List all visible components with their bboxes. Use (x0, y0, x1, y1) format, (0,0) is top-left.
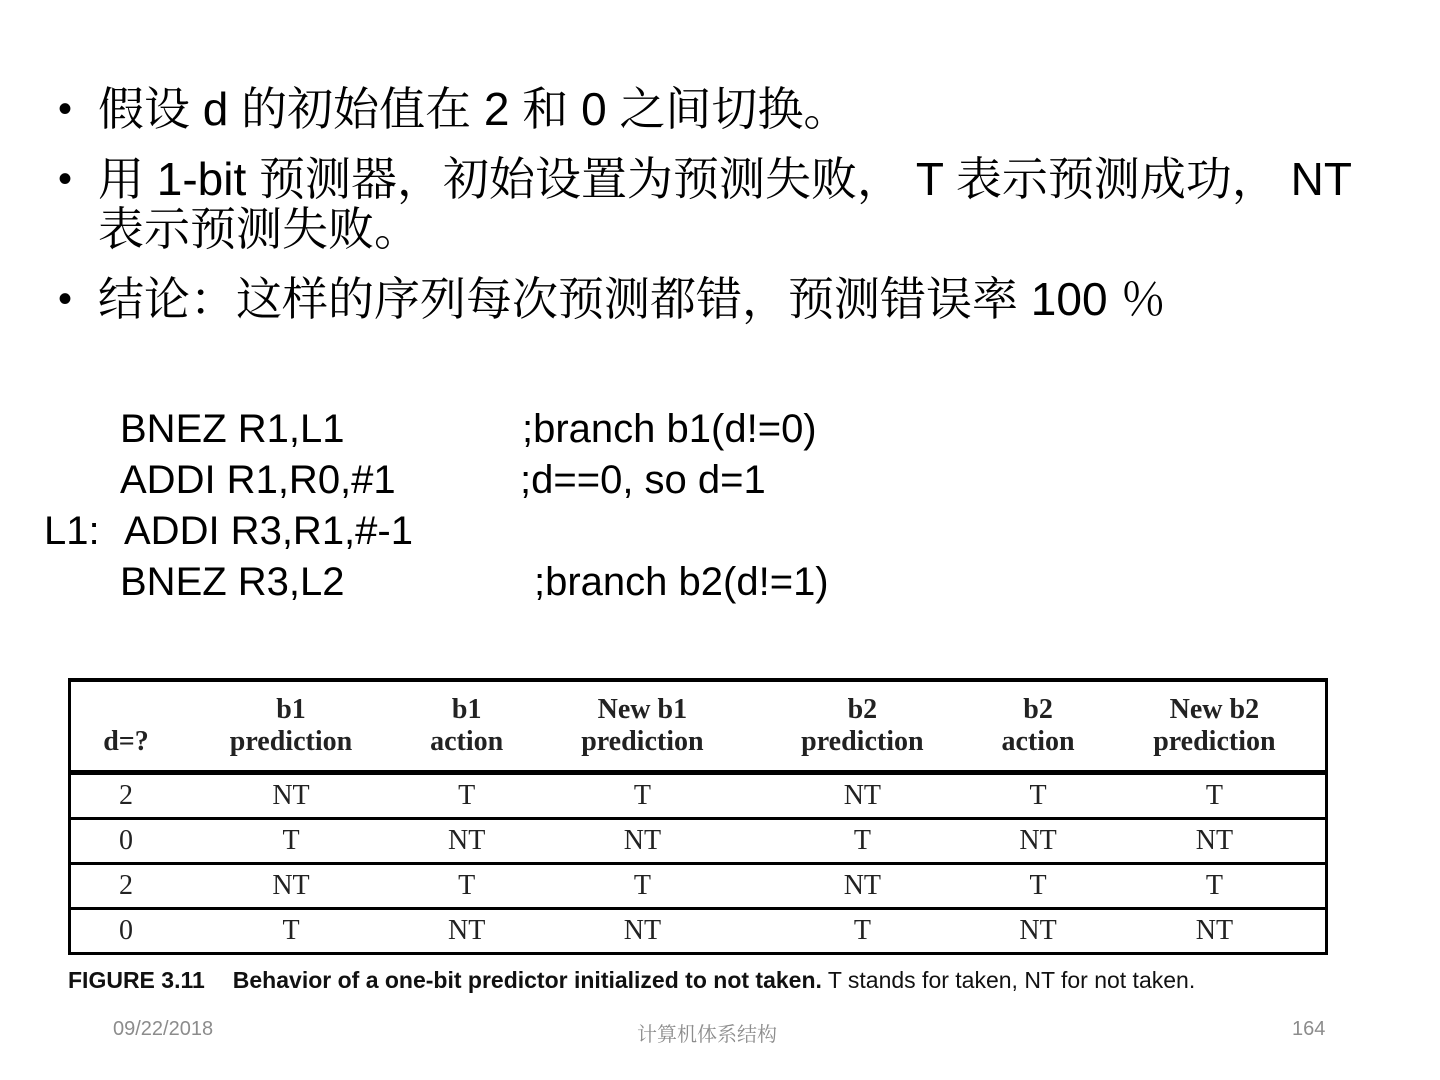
bullet-text: 用 1-bit 预测器，初始设置为预测失败， T 表示预测成功， NT 表示预测失败。 (98, 153, 1352, 255)
figure-caption-title: Behavior of a one-bit predictor initialized to not taken. (232, 967, 822, 993)
table-cell: T (972, 864, 1103, 909)
table-cell: T (401, 864, 532, 909)
code-instruction: BNEZ R1,L1 (120, 407, 345, 451)
table-cell: NT (972, 819, 1103, 864)
footer-date: 09/22/2018 (113, 1018, 214, 1040)
code-line (44, 506, 944, 557)
table-cell: NT (752, 773, 972, 819)
table-cell: NT (532, 819, 752, 864)
table-cell: NT (752, 864, 972, 909)
predictor-table (68, 678, 1328, 955)
table-row (70, 864, 1327, 909)
table-cell: T (532, 773, 752, 819)
bullet-item (58, 274, 1388, 324)
table-cell: T (401, 773, 532, 819)
table-row (70, 909, 1327, 954)
table-cell: T (282, 915, 300, 946)
column-header: b2 prediction (752, 680, 972, 773)
table-cell: NT (448, 915, 486, 946)
code-comment: ;branch b2(d!=1) (534, 560, 829, 604)
bullet-dot-icon: • (58, 87, 73, 131)
column-header: b1 action (401, 680, 532, 773)
column-header: New b1 prediction (532, 680, 752, 773)
table-cell: 2 (70, 773, 182, 819)
table-cell: NT (181, 773, 401, 819)
page-number: 164 (1292, 1018, 1326, 1040)
bullet-dot-icon: • (58, 157, 73, 201)
code-block (44, 404, 944, 608)
table-cell: NT (1104, 819, 1327, 864)
bullet-item (58, 84, 1388, 134)
table-header-row (70, 680, 1327, 773)
bullet-text: 结论：这样的序列每次预测都错，预测错误率 100 ％ (98, 273, 1167, 325)
figure-caption (68, 965, 1338, 995)
table-row (70, 819, 1327, 864)
table-cell: NT (1195, 915, 1234, 946)
table-cell: T (752, 819, 972, 864)
bullet-dot-icon: • (58, 277, 73, 321)
table-cell: T (1104, 864, 1327, 909)
column-header: b2 action (972, 680, 1103, 773)
code-comment: ;branch b1(d!=0) (522, 407, 817, 451)
code-instruction: BNEZ R3,L2 (120, 560, 345, 604)
table-cell: NT (1019, 915, 1057, 946)
table-cell: T (853, 915, 871, 946)
table-cell: T (972, 773, 1103, 819)
table-cell: T (1104, 773, 1327, 819)
figure-number: FIGURE 3.11 (68, 967, 205, 993)
column-header: New b2 prediction (1104, 680, 1327, 773)
code-line (44, 404, 944, 455)
footer-title: 计算机体系结构 (637, 1024, 777, 1046)
table-cell: NT (623, 915, 662, 946)
figure-caption-text: T stands for taken, NT for not taken. (827, 967, 1196, 993)
table-cell: 0 (119, 915, 133, 946)
table-cell: NT (181, 864, 401, 909)
code-instruction: ADDI R1,R0,#1 (120, 458, 396, 502)
code-line (44, 557, 944, 608)
code-instruction: ADDI R3,R1,#-1 (124, 509, 413, 553)
figure (68, 678, 1328, 995)
table-cell: T (181, 819, 401, 864)
code-line (44, 455, 944, 506)
bullet-list (58, 84, 1388, 344)
table-cell: 0 (70, 819, 182, 864)
table-cell: 2 (70, 864, 182, 909)
column-header: b1 prediction (181, 680, 401, 773)
bullet-text: 假设 d 的初始值在 2 和 0 之间切换。 (98, 83, 850, 135)
table-cell: T (532, 864, 752, 909)
table-row (70, 773, 1327, 819)
code-label: L1: (44, 509, 100, 553)
bullet-item (58, 154, 1388, 254)
code-comment: ;d==0, so d=1 (520, 458, 766, 502)
table-cell: NT (401, 819, 532, 864)
column-header: d=? (70, 680, 182, 773)
